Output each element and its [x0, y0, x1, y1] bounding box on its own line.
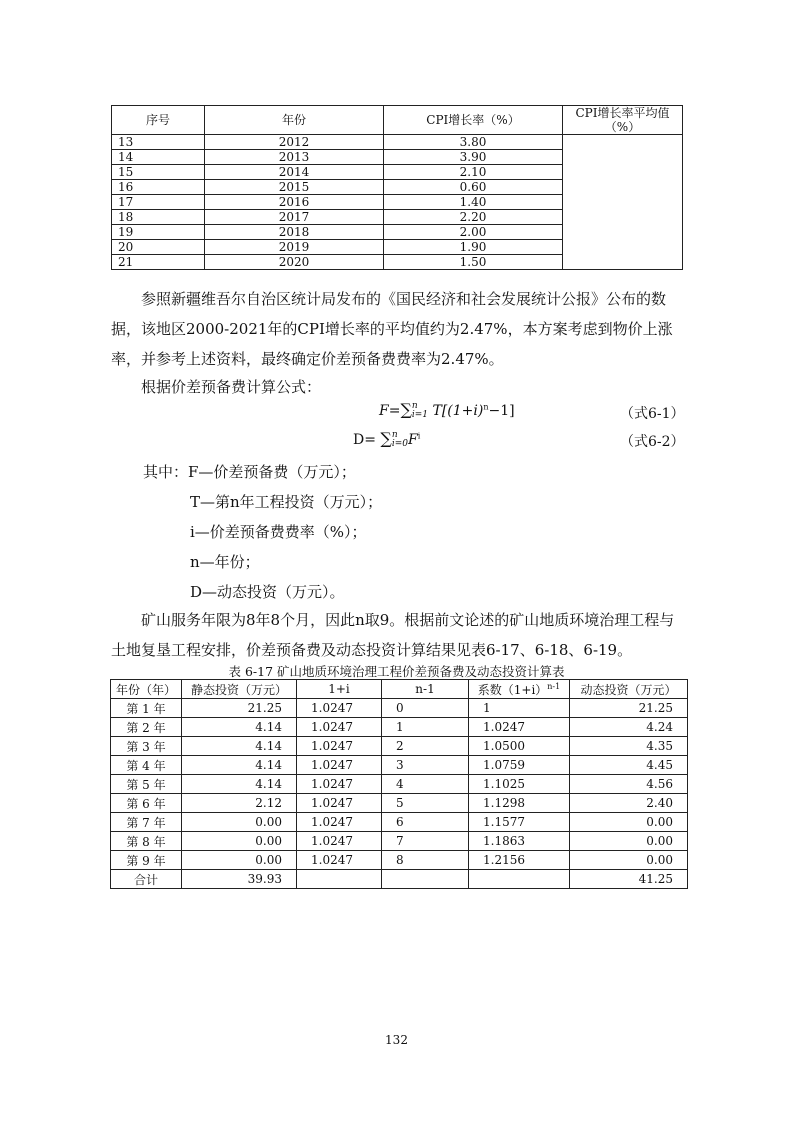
dyn-cell-dynamic: 21.25	[570, 699, 688, 718]
cpi-header-index: 序号	[112, 106, 205, 135]
dyn-cell-dynamic: 4.45	[570, 756, 688, 775]
table-row	[111, 737, 688, 756]
dyn-cell-one-plus-i: 1.0247	[297, 813, 382, 832]
dyn-cell-static: 39.93	[182, 870, 297, 889]
dyn-cell-dynamic: 2.40	[570, 794, 688, 813]
cpi-cell-year: 2017	[205, 210, 384, 225]
cpi-cell-index: 16	[112, 180, 205, 195]
dyn-cell-static: 0.00	[182, 851, 297, 870]
cpi-cell-index: 18	[112, 210, 205, 225]
table-row	[111, 794, 688, 813]
dyn-cell-coefficient: 1.1298	[469, 794, 570, 813]
cpi-header-average: CPI增长率平均值（%）	[563, 106, 683, 135]
cpi-header-year: 年份	[205, 106, 384, 135]
dyn-cell-one-plus-i: 1.0247	[297, 699, 382, 718]
definitions-lead: 其中：F—价差预备费（万元）；	[143, 463, 356, 481]
dyn-cell-static: 4.14	[182, 718, 297, 737]
dyn-cell-n-minus-1: 7	[382, 832, 469, 851]
table-row	[111, 775, 688, 794]
dyn-cell-coefficient: 1	[469, 699, 570, 718]
dyn-cell-static: 21.25	[182, 699, 297, 718]
dyn-cell-one-plus-i	[297, 870, 382, 889]
dyn-cell-year: 第 5 年	[111, 775, 182, 794]
dyn-header-n-minus-1: n-1	[382, 680, 469, 699]
table-row	[111, 756, 688, 775]
dyn-cell-coefficient: 1.1577	[469, 813, 570, 832]
dyn-cell-dynamic: 41.25	[570, 870, 688, 889]
dyn-cell-one-plus-i: 1.0247	[297, 737, 382, 756]
dyn-cell-n-minus-1: 4	[382, 775, 469, 794]
dyn-cell-static: 4.14	[182, 756, 297, 775]
table-row	[111, 832, 688, 851]
cpi-cell-rate: 3.80	[384, 135, 563, 150]
dyn-cell-coefficient: 1.2156	[469, 851, 570, 870]
dyn-cell-one-plus-i: 1.0247	[297, 832, 382, 851]
dyn-cell-static: 0.00	[182, 832, 297, 851]
dyn-cell-n-minus-1: 1	[382, 718, 469, 737]
dyn-cell-static: 4.14	[182, 737, 297, 756]
dyn-table-header	[111, 680, 688, 699]
cpi-cell-year: 2016	[205, 195, 384, 210]
dyn-header-dynamic: 动态投资（万元）	[570, 680, 688, 699]
dyn-cell-year: 第 6 年	[111, 794, 182, 813]
cpi-cell-rate: 2.20	[384, 210, 563, 225]
dyn-cell-dynamic: 4.56	[570, 775, 688, 794]
cpi-cell-year: 2012	[205, 135, 384, 150]
dyn-cell-year: 第 9 年	[111, 851, 182, 870]
cpi-cell-year: 2015	[205, 180, 384, 195]
dyn-cell-coefficient: 1.1863	[469, 832, 570, 851]
dyn-header-static: 静态投资（万元）	[182, 680, 297, 699]
dyn-cell-n-minus-1: 5	[382, 794, 469, 813]
cpi-cell-index: 15	[112, 165, 205, 180]
dyn-cell-n-minus-1: 8	[382, 851, 469, 870]
cpi-cell-index: 20	[112, 240, 205, 255]
cpi-cell-index: 19	[112, 225, 205, 240]
cpi-cell-rate: 0.60	[384, 180, 563, 195]
cpi-cell-rate: 1.40	[384, 195, 563, 210]
table-6-17-caption: 表 6-17 矿山地质环境治理工程价差预备费及动态投资计算表	[228, 664, 565, 679]
paragraph-formula-intro: 根据价差预备费计算公式：	[141, 378, 322, 396]
dyn-cell-year: 第 3 年	[111, 737, 182, 756]
cpi-cell-average	[563, 135, 683, 270]
dyn-cell-n-minus-1	[382, 870, 469, 889]
dyn-cell-dynamic: 0.00	[570, 832, 688, 851]
dyn-cell-year: 第 7 年	[111, 813, 182, 832]
dyn-cell-coefficient: 1.1025	[469, 775, 570, 794]
table-row	[111, 718, 688, 737]
cpi-cell-year: 2013	[205, 150, 384, 165]
dyn-header-year: 年份（年）	[111, 680, 182, 699]
definition-d: D—动态投资（万元）。	[190, 583, 345, 601]
dyn-cell-coefficient	[469, 870, 570, 889]
formula-6-2: D= ∑ n i=0 $F^i$	[353, 429, 421, 449]
formula-6-1-label: （式6-1）	[620, 406, 685, 422]
cpi-table	[111, 105, 683, 270]
cpi-cell-rate: 1.50	[384, 255, 563, 270]
dyn-cell-coefficient: 1.0759	[469, 756, 570, 775]
dyn-cell-dynamic: 4.24	[570, 718, 688, 737]
cpi-cell-rate: 2.00	[384, 225, 563, 240]
dyn-cell-dynamic: 4.35	[570, 737, 688, 756]
cpi-cell-index: 13	[112, 135, 205, 150]
cpi-cell-year: 2019	[205, 240, 384, 255]
paragraph-service-life: 矿山服务年限为8年8个月，因此n取9。根据前文论述的矿山地质环境治理工程与土地复垦工程安排，价差预备费及动态投资计算结果见表6-17、6-18、6-19。	[111, 611, 675, 659]
formula-6-1: F=∑ n i=1 $T[(1+i)^n-1]$	[379, 400, 515, 420]
table-total-row	[111, 870, 688, 889]
dyn-cell-n-minus-1: 6	[382, 813, 469, 832]
page-number: 132	[385, 1033, 408, 1047]
dyn-cell-n-minus-1: 2	[382, 737, 469, 756]
table-row	[111, 699, 688, 718]
cpi-cell-rate: 3.90	[384, 150, 563, 165]
cpi-cell-rate: 1.90	[384, 240, 563, 255]
table-row	[111, 813, 688, 832]
dyn-cell-one-plus-i: 1.0247	[297, 756, 382, 775]
dyn-cell-static: 0.00	[182, 813, 297, 832]
dyn-cell-static: 4.14	[182, 775, 297, 794]
dyn-cell-one-plus-i: 1.0247	[297, 718, 382, 737]
definition-t: T—第n年工程投资（万元）；	[190, 493, 383, 511]
dyn-cell-year: 第 4 年	[111, 756, 182, 775]
cpi-cell-year: 2018	[205, 225, 384, 240]
dyn-cell-one-plus-i: 1.0247	[297, 851, 382, 870]
dyn-cell-one-plus-i: 1.0247	[297, 775, 382, 794]
dyn-cell-one-plus-i: 1.0247	[297, 794, 382, 813]
cpi-cell-year: 2014	[205, 165, 384, 180]
cpi-cell-index: 21	[112, 255, 205, 270]
dyn-header-coefficient: 系数$(1+i)^{n-1}$	[469, 680, 570, 699]
dyn-cell-year: 合计	[111, 870, 182, 889]
dyn-cell-year: 第 2 年	[111, 718, 182, 737]
dynamic-investment-table	[110, 679, 688, 889]
table-row	[112, 135, 683, 150]
paragraph-cpi-reference: 参照新疆维吾尔自治区统计局发布的《国民经济和社会发展统计公报》公布的数据，该地区2000-2021年的CPI增长率的平均值约为2.47%，本方案考虑到物价上涨率，并参考上述资料，最终确定价差预备费费率为2.47%。	[111, 290, 673, 368]
dyn-cell-year: 第 1 年	[111, 699, 182, 718]
formula-6-2-label: （式6-2）	[620, 434, 685, 450]
cpi-cell-index: 17	[112, 195, 205, 210]
dyn-header-one-plus-i: 1+i	[297, 680, 382, 699]
cpi-table-header	[112, 106, 683, 135]
cpi-cell-rate: 2.10	[384, 165, 563, 180]
definition-i: i—价差预备费费率（%）；	[190, 523, 367, 541]
dyn-cell-coefficient: 1.0500	[469, 737, 570, 756]
dyn-cell-static: 2.12	[182, 794, 297, 813]
dyn-cell-n-minus-1: 3	[382, 756, 469, 775]
dyn-cell-dynamic: 0.00	[570, 851, 688, 870]
cpi-cell-year: 2020	[205, 255, 384, 270]
table-row	[111, 851, 688, 870]
cpi-cell-index: 14	[112, 150, 205, 165]
dyn-cell-coefficient: 1.0247	[469, 718, 570, 737]
definition-n: n—年份；	[190, 553, 260, 571]
cpi-header-rate: CPI增长率（%）	[384, 106, 563, 135]
dyn-cell-year: 第 8 年	[111, 832, 182, 851]
dyn-cell-dynamic: 0.00	[570, 813, 688, 832]
dyn-cell-n-minus-1: 0	[382, 699, 469, 718]
